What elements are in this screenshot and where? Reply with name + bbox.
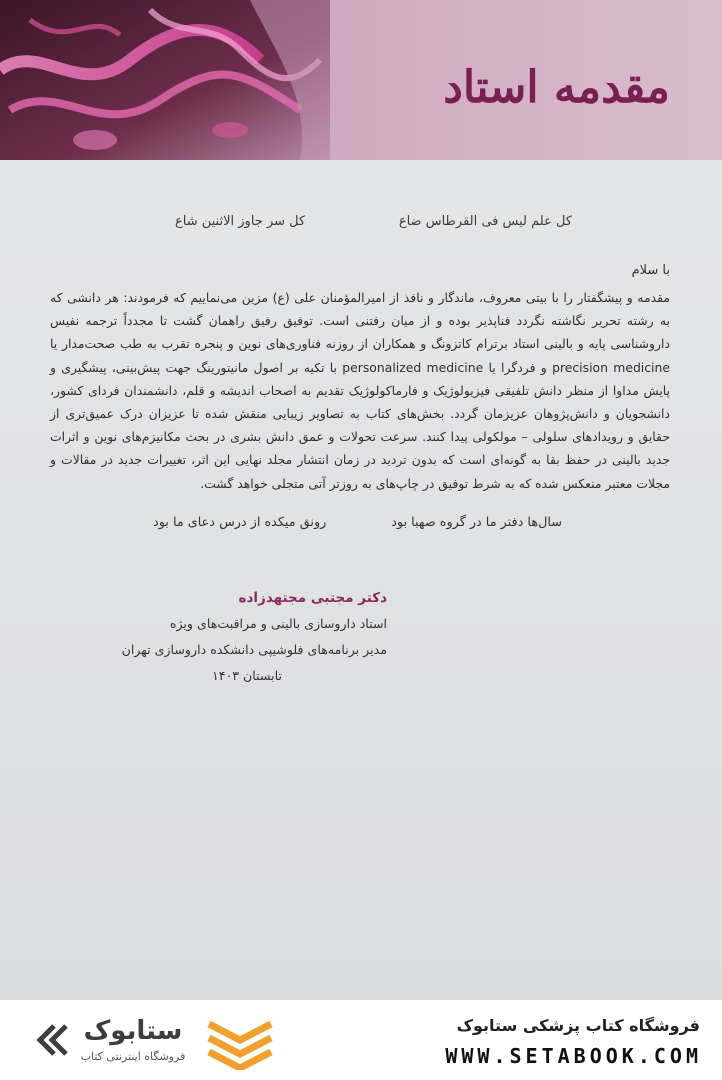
body-paragraph: مقدمه و پیشگفتار را با بیتی معروف، ماندگار و نافذ از امیرالمؤمنان علی (ع) مزین می‌نماییم که فرمودند: هر دانشی که به رشته تحریر نگاشته نگردد فناپذیر بوده و از میان رفتنی است. توفیق رفیق راهمان گشت تا مجدداً ترجمه نفیس داروشناسی پایه و بالینی استاد برترام کاتزونگ و همکاران از روزنه فناوری‌های نوین و پنجره تقرب به طب صحت‌مدار یا precision medicine و فردگرا یا personalized medicine با تکیه بر اصول مانیتورینگ جهت پیش‌بینی، پیشگیری و پایش مداوا از منظر دانش تلفیقی فیزیولوژیک و فارماکولوژیک تقدیم به اصحاب اندیشه و قلم، دانشمندان فردای کشور، دانشجویان و دانش‌پژوهان عزیزمان گردد. بخش‌های کتاب به تصاویر زیبایی منقش شده تا عزیزان درک عمیق‌تری از حقایق و رویدادهای سلولی – مولکولی پیدا کنند. سرعت تحولات و عمق دانش بشری در بحث مکانیزم‌های نوین و اثرات جدید بالینی در حفظ بقا به گونه‌ای است که بدون تردید در زمان انتشار مجلد نهایی این اثر، تغییرات جدید در مقالات و مجلات معتبر منعکس شده که به شرط توفیق در چاپ‌های به روزتر آتی متجلی خواهد گشت. (50, 290, 670, 491)
greeting: با سلام (631, 263, 670, 278)
chevron-left-icon (30, 1020, 70, 1060)
verse-left: کل سر جاوز الاثنین شاع (175, 214, 306, 229)
header-band (0, 0, 722, 160)
signature-name: دکتر مجتبی مجتهدزاده (238, 590, 387, 606)
store-footer (0, 1000, 722, 1080)
signature-position: مدیر برنامه‌های فلوشیپی دانشکده داروسازی تهران (121, 642, 387, 657)
store-url-link[interactable]: WWW.SETABOOK.COM (445, 1044, 702, 1068)
page-title: مقدمه استاد (443, 62, 670, 113)
setabook-logo[interactable] (30, 1012, 280, 1072)
store-name: فروشگاه کتاب پزشکی ستابوک (456, 1016, 700, 1035)
closing-verse-left: رونق میکده از درس دعای ما بود (153, 515, 327, 530)
book-stack-icon (205, 1014, 275, 1070)
closing-verse-right: سال‌ها دفتر ما در گروه صهبا بود (391, 515, 562, 530)
logo-brand: ستابوک (83, 1016, 183, 1046)
verse-right: کل علم لیس فی القرطاس ضاع (398, 214, 572, 229)
signature-date: تابستان ۱۴۰۳ (211, 668, 282, 683)
logo-tagline: فروشگاه اینترنتی کتاب (80, 1050, 186, 1063)
signature-title: استاد داروسازی بالینی و مراقبت‌های ویژه (169, 616, 387, 631)
protein-ribbon-illustration (0, 0, 330, 160)
